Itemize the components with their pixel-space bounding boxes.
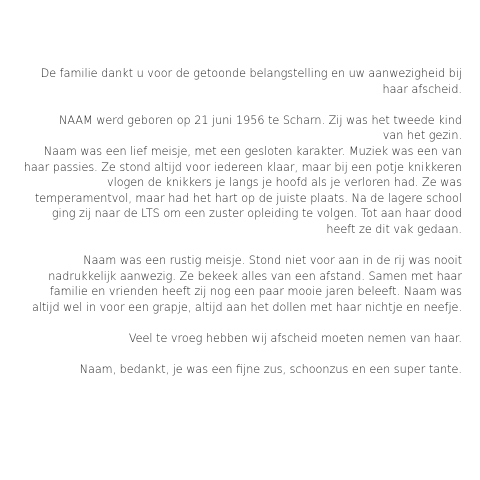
spacer	[18, 97, 462, 113]
bio-line-4: temperamentvol, maar had het hart op de juiste plaats. Na de lagere school	[34, 191, 462, 205]
bio-line-1: Naam was een lief meisje, met een gesloten karakter. Muziek was een van	[43, 144, 462, 158]
birth-line-1: NAAM werd geboren op 21 juni 1956 te Scharn. Zij was het tweede kind	[59, 113, 462, 127]
spacer	[18, 238, 462, 254]
closing-line: Naam, bedankt, je was een fijne zus, schoonzus en een super tante.	[79, 363, 462, 377]
bio-line-2: haar passies. Ze stond altijd voor iedereen klaar, maar bij een potje knikkeren	[23, 160, 462, 174]
birth-line-2: van het gezin.	[382, 129, 462, 143]
character-line-1: Naam was een rustig meisje. Stond niet voor aan in de rij was nooit	[83, 254, 462, 268]
character-line-2: nadrukkelijk aanwezig. Ze bekeek alles van een afstand. Samen met haar	[48, 269, 462, 283]
spacer	[18, 347, 462, 363]
thanks-line-1: De familie dankt u voor de getoonde belangstelling en uw aanwezigheid bij	[40, 67, 462, 80]
bio-line-5: ging zij naar de LTS om een zuster opleiding te volgen. Tot aan haar dood	[51, 207, 462, 221]
bio-line-3: vlogen de knikkers je langs je hoofd als je verloren had. Ze was	[106, 176, 462, 190]
farewell-line: Veel te vroeg hebben wij afscheid moeten nemen van haar.	[128, 332, 462, 346]
character-line-4: altijd wel in voor een grapje, altijd aan het dollen met haar nichtje en neefje.	[31, 300, 462, 314]
memorial-card-text	[18, 66, 462, 378]
character-line-3: familie en vrienden heeft zij nog een paar mooie jaren beleeft. Naam was	[49, 285, 462, 299]
spacer	[18, 316, 462, 332]
bio-line-6: heeft ze dit vak gedaan.	[326, 222, 462, 236]
thanks-line-2: haar afscheid.	[382, 82, 462, 96]
